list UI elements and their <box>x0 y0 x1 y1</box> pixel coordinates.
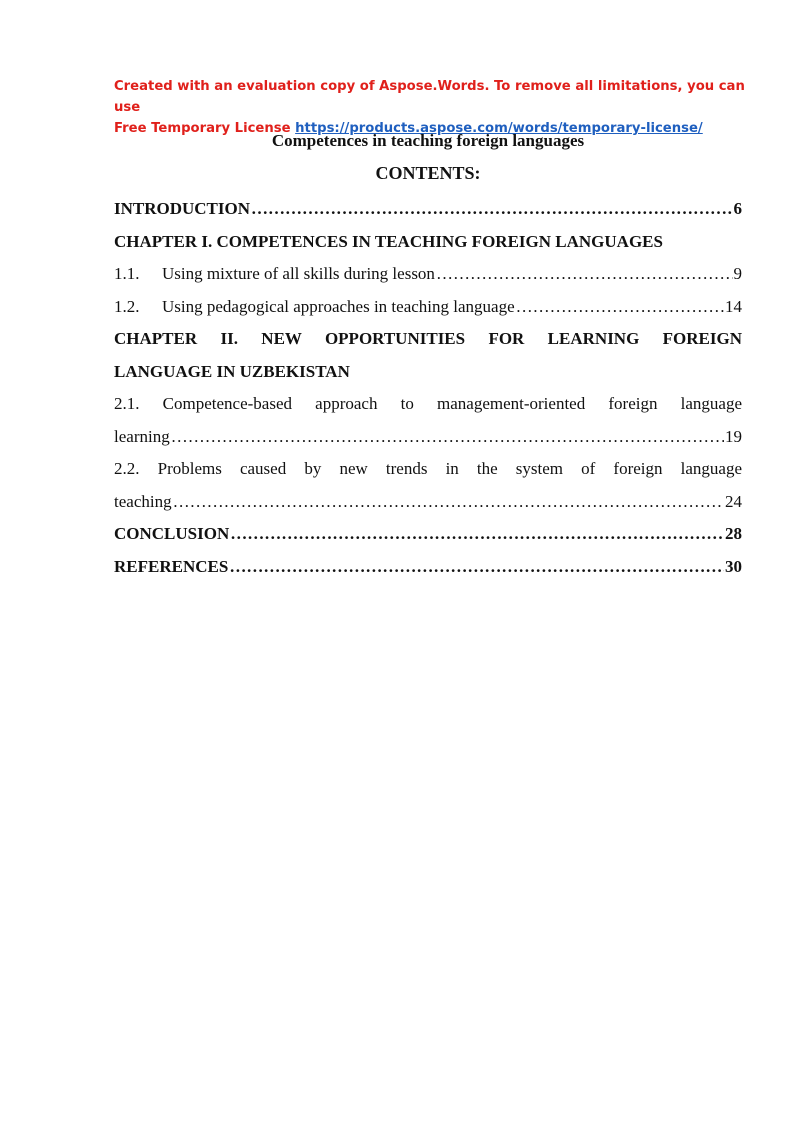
toc-entry-chapter-1[interactable] <box>114 226 742 259</box>
toc-page-number: 6 <box>733 199 742 218</box>
toc-page-number: 30 <box>725 556 742 576</box>
toc-entry-label: REFERENCES <box>114 556 229 576</box>
toc-section-number: 1.2. <box>114 296 140 316</box>
toc-page-number: 28 <box>725 524 742 543</box>
toc-leader-dots <box>251 193 732 226</box>
toc-entry-label: INTRODUCTION <box>114 199 251 218</box>
toc-leader-dots <box>171 421 724 454</box>
document-title: Competences in teaching foreign languages <box>271 131 585 150</box>
toc-entry-2-1-continued[interactable] <box>114 421 742 454</box>
evaluation-notice-license-text: Free Temporary License <box>114 121 296 136</box>
toc-entry-2-2-continued[interactable] <box>114 486 742 519</box>
toc-leader-dots <box>436 258 733 291</box>
toc-entry-2-1[interactable]: 2.1. Competence-based approach to management-oriented foreign language <box>114 394 742 413</box>
evaluation-notice-line1: Created with an evaluation copy of Aspose.Words. To remove all limitations, you can use <box>114 79 745 115</box>
toc-entry-1-1[interactable] <box>114 258 742 291</box>
toc-entry-references[interactable] <box>114 551 742 584</box>
toc-page-number: 19 <box>725 426 742 446</box>
toc-entry-conclusion[interactable] <box>114 518 742 551</box>
toc-entry-chapter-2-continued[interactable] <box>114 356 742 389</box>
toc-leader-dots <box>229 551 724 584</box>
toc-entry-introduction[interactable] <box>114 193 742 226</box>
toc-page-number: 14 <box>725 296 742 316</box>
toc-page-number: 9 <box>733 264 742 283</box>
toc-entry-label: LANGUAGE IN UZBEKISTAN <box>114 361 350 381</box>
toc-entry-1-2[interactable] <box>114 291 742 324</box>
toc-section-number: 1.1. <box>114 264 140 283</box>
toc-entry-label: Using pedagogical approaches in teaching language <box>162 296 515 316</box>
toc-leader-dots <box>173 486 724 519</box>
toc-leader-dots <box>230 518 724 551</box>
table-of-contents <box>114 193 742 583</box>
evaluation-notice <box>114 76 754 139</box>
toc-entry-2-2[interactable]: 2.2. Problems caused by new trends in the system of foreign language <box>114 459 742 478</box>
toc-entry-label: teaching <box>114 491 172 511</box>
toc-entry-label: learning <box>114 426 170 446</box>
toc-entry-label: Using mixture of all skills during lesson <box>162 264 435 283</box>
toc-page-number: 24 <box>725 491 742 511</box>
contents-heading: CONTENTS: <box>375 163 481 183</box>
temporary-license-link[interactable]: https://products.aspose.com/words/temporary-license/ <box>295 121 703 136</box>
toc-leader-dots <box>516 291 724 324</box>
toc-entry-label: CONCLUSION <box>114 524 230 543</box>
toc-entry-label: CHAPTER I. COMPETENCES IN TEACHING FOREIGN LANGUAGES <box>114 231 663 251</box>
toc-entry-chapter-2[interactable]: CHAPTER II. NEW OPPORTUNITIES FOR LEARNING FOREIGN <box>114 329 742 348</box>
